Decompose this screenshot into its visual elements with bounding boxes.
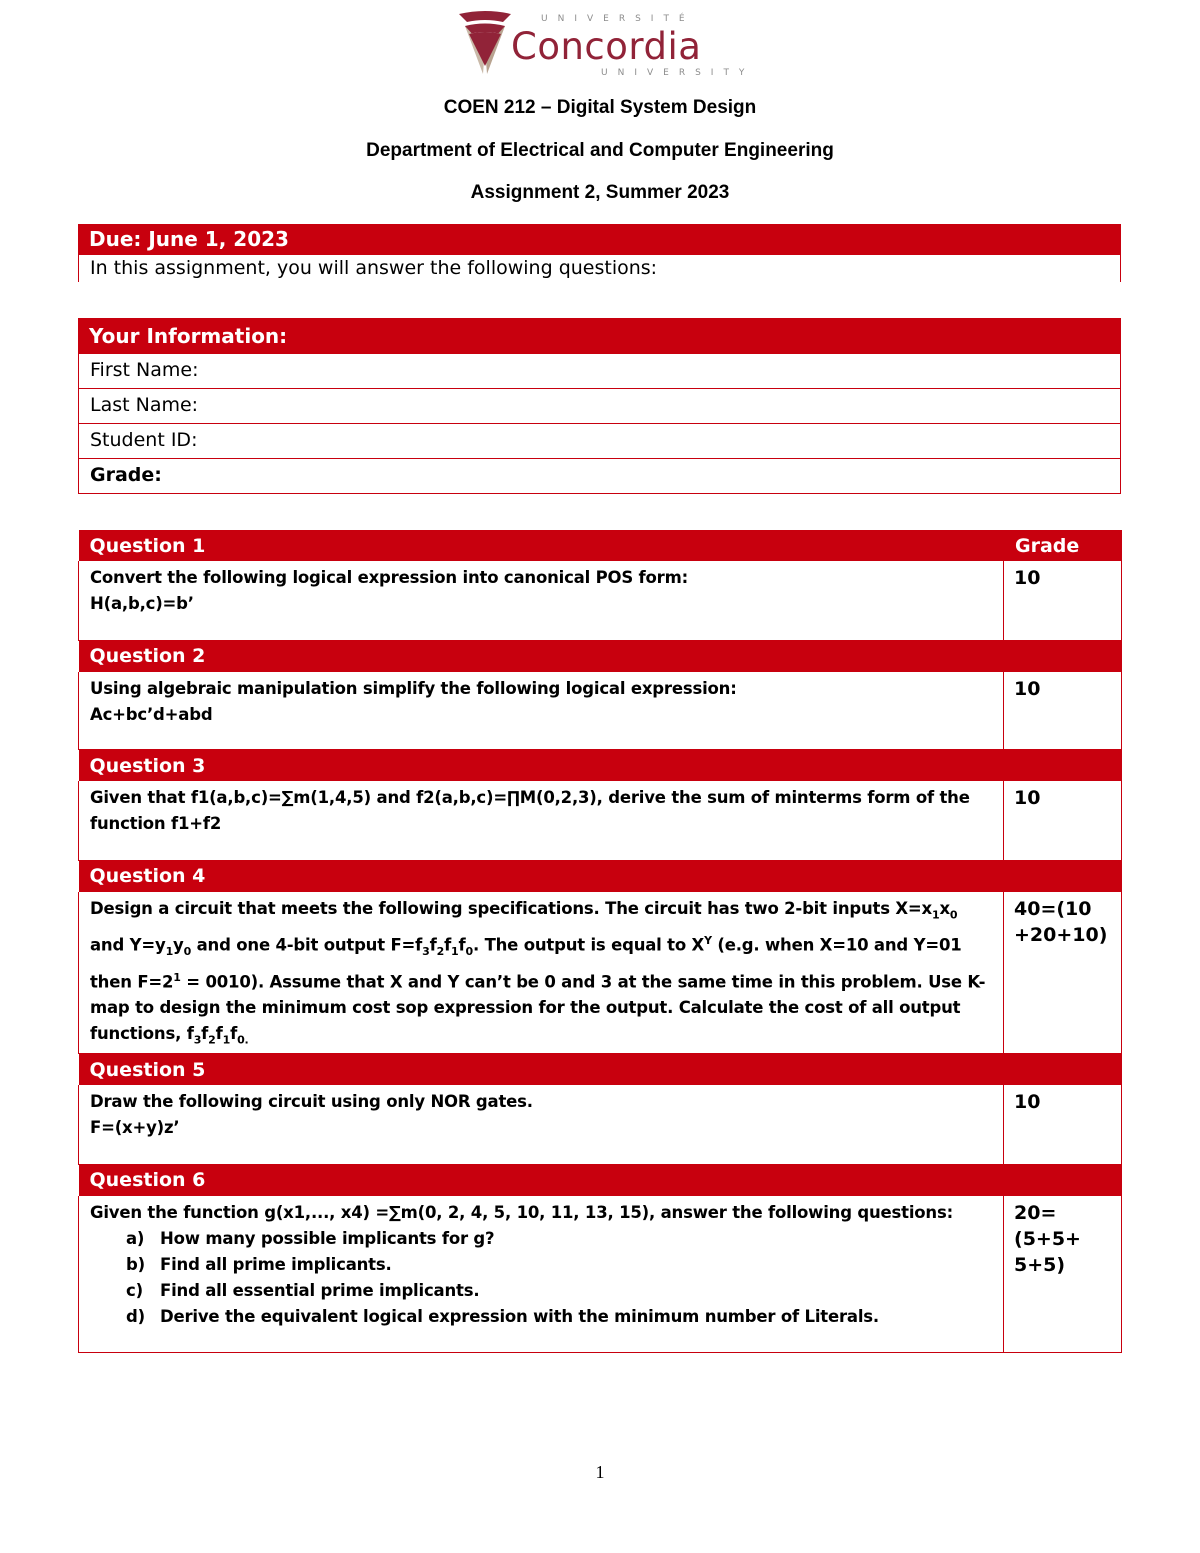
question-title: Question 1 (79, 530, 1004, 561)
question-row (79, 781, 1122, 860)
question-line: Ac+bc’d+abd (90, 704, 213, 724)
list-item: a) How many possible implicants for g? (126, 1228, 495, 1248)
question-title: Question 4 (79, 860, 1004, 892)
question-grade: 40=(10 +20+10) (1004, 892, 1122, 1054)
question-line: Convert the following logical expression into canonical POS form: (90, 568, 688, 587)
question-row (79, 1085, 1122, 1164)
question-grade: 10 (1004, 781, 1122, 860)
grade-field[interactable]: Grade: (78, 459, 1121, 494)
department-title: Department of Electrical and Computer Engineering (366, 140, 834, 161)
question-text (79, 781, 1004, 860)
questions-table (78, 530, 1122, 1353)
logo-bottom-text: UNIVERSITY (601, 68, 755, 78)
question-line: Using algebraic manipulation simplify the following logical expression: (90, 678, 737, 698)
question-text (79, 672, 1004, 750)
intro-text: In this assignment, you will answer the following questions: (78, 255, 1121, 282)
list-item: d) Derive the equivalent logical expression with the minimum number of Literals. (126, 1306, 879, 1326)
due-box (78, 224, 1121, 282)
question-line: Given that f1(a,b,c)=∑m(1,4,5) and f2(a,b,c)=∏M(0,2,3), derive the sum of minterms form of the (90, 788, 970, 807)
question-line: function f1+f2 (90, 814, 222, 833)
question-header (79, 640, 1122, 672)
question-text (79, 561, 1004, 640)
concordia-shield-icon (457, 8, 513, 80)
question-header (79, 1054, 1122, 1086)
assignment-title: Assignment 2, Summer 2023 (470, 182, 730, 203)
question-text (79, 1085, 1004, 1164)
info-box (78, 318, 1121, 494)
question-line: H(a,b,c)=b’ (90, 594, 194, 613)
question-title: Question 6 (79, 1164, 1004, 1196)
question-title: Question 2 (79, 640, 1004, 672)
question-row (79, 1196, 1122, 1353)
student-id-field[interactable]: Student ID: (78, 424, 1121, 459)
question-line: Draw the following circuit using only NOR gates. (90, 1092, 533, 1112)
question-grade: 20=(5+5+ 5+5) (1004, 1196, 1122, 1353)
grade-header: Grade (1004, 530, 1122, 561)
question-text (79, 1196, 1004, 1353)
first-name-field[interactable]: First Name: (78, 354, 1121, 389)
question-text: Design a circuit that meets the following specifications. The circuit has two 2-bit inputs $X=x_1x_0$ and $Y=y_1y_0$ and one 4-bit output $F=f_3f_2f_1f_0$. The output is equal to $X^Y$ (e.g. when X=10 and Y=01 then $F=2^1 = 0010$). Assume that X and Y can’t be 0 and 3 at the same time in this problem. Use K-map to design the minimum cost sop expression for the output. Calculate the cost of all output functions, $f_3f_2f_1f_{0.}$ (79, 892, 1004, 1054)
logo-wordmark: Concordia (511, 25, 702, 68)
question-line: F=(x+y)z’ (90, 1118, 180, 1138)
list-item: c) Find all essential prime implicants. (126, 1280, 480, 1300)
course-title: COEN 212 – Digital System Design (443, 97, 757, 118)
info-title: Your Information: (78, 318, 1121, 354)
sub-question-list (90, 1226, 992, 1330)
question-grade: 10 (1004, 561, 1122, 640)
page-number: 1 (595, 1462, 605, 1482)
university-logo (457, 8, 755, 80)
logo-top-text: UNIVERSITÉ (541, 14, 695, 24)
question-header (79, 860, 1122, 892)
question-header (79, 750, 1122, 782)
question-row (79, 672, 1122, 750)
last-name-field[interactable]: Last Name: (78, 389, 1121, 424)
question-line: Given the function g(x1,..., x4) =∑m(0, 2, 4, 5, 10, 11, 13, 15), answer the following questions: (90, 1202, 953, 1222)
question-header (79, 1164, 1122, 1196)
question-row (79, 892, 1122, 1054)
question-header (79, 530, 1122, 561)
question-title: Question 5 (79, 1054, 1004, 1086)
question-grade: 10 (1004, 1085, 1122, 1164)
question-row (79, 561, 1122, 640)
due-label: Due: June 1, 2023 (78, 224, 1121, 255)
question-grade: 10 (1004, 672, 1122, 750)
question-title: Question 3 (79, 750, 1004, 782)
list-item: b) Find all prime implicants. (126, 1254, 392, 1274)
